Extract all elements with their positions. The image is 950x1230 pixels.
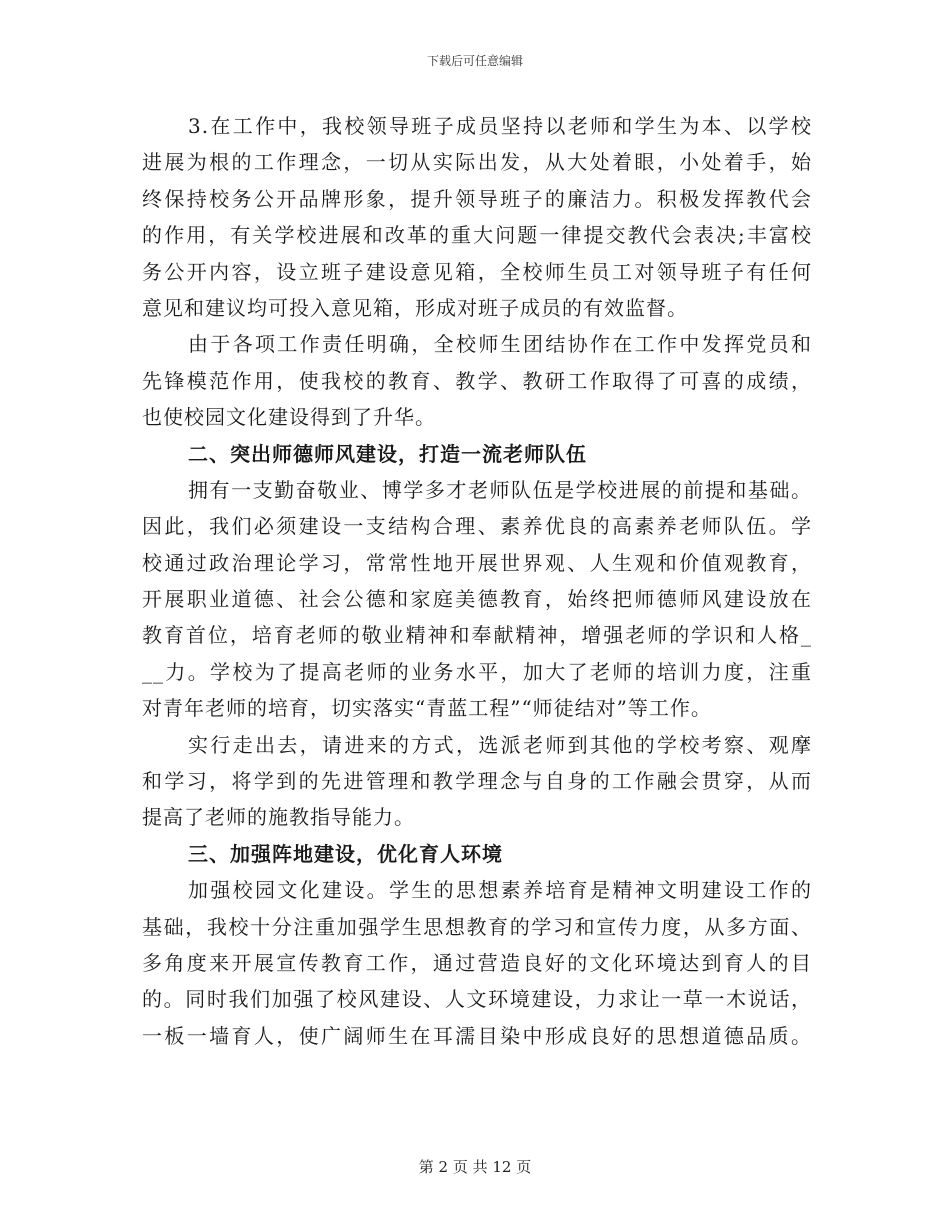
text-line: 因此，我们必须建设一支结构合理、素养优良的高素养老师队伍。学 xyxy=(142,514,812,539)
text-line: 一板一墙育人，使广阔师生在耳濡目染中形成良好的思想道德品质。 xyxy=(142,1023,812,1048)
section-heading: 三、加强阵地建设，优化育人环境 xyxy=(188,841,503,866)
text-line: 终保持校务公开品牌形象，提升领导班子的廉洁力。积极发挥教代会 xyxy=(142,186,812,211)
text-line: 3.在工作中，我校领导班子成员坚持以老师和学生为本、以学校 xyxy=(188,114,812,138)
text-line: 开展职业道德、社会公德和家庭美德教育，始终把师德师风建设放在 xyxy=(142,587,812,612)
page-number: 第 2 页 共 12 页 xyxy=(418,1158,532,1176)
text-line: 实行走出去，请进来的方式，选派老师到其他的学校考察、观摩 xyxy=(188,732,812,757)
text-line: 意见和建议均可投入意见箱，形成对班子成员的有效监督。 xyxy=(142,295,688,320)
text-line: 进展为根的工作理念，一切从实际出发，从大处着眼，小处着手，始 xyxy=(142,150,812,175)
text-line: 校通过政治理论学习，常常性地开展世界观、人生观和价值观教育， xyxy=(142,550,812,575)
text-line: 由于各项工作责任明确，全校师生团结协作在工作中发挥党员和 xyxy=(188,332,812,357)
text-line: 的作用，有关学校进展和改革的重大问题一律提交教代会表决;丰富校 xyxy=(142,223,812,248)
text-line: 多角度来开展宣传教育工作，通过营造良好的文化环境达到育人的目 xyxy=(142,950,812,975)
text-line: 务公开内容，设立班子建设意见箱，全校师生员工对领导班子有任何 xyxy=(142,259,812,284)
text-line: 加强校园文化建设。学生的思想素养培育是精神文明建设工作的 xyxy=(188,878,812,903)
text-line: 也使校园文化建设得到了升华。 xyxy=(142,405,436,430)
section-heading: 二、突出师德师风建设，打造一流老师队伍 xyxy=(188,441,587,466)
text-line: 先锋模范作用，使我校的教育、教学、教研工作取得了可喜的成绩， xyxy=(142,368,812,393)
document-body xyxy=(142,108,812,1054)
text-line: 对青年老师的培育，切实落实“青蓝工程”“师徒结对”等工作。 xyxy=(142,696,712,721)
text-line: 的。同时我们加强了校风建设、人文环境建设，力求让一草一木说话， xyxy=(142,987,812,1012)
text-line: 提高了老师的施教指导能力。 xyxy=(142,805,415,830)
text-line: 基础，我校十分注重加强学生思想教育的学习和宣传力度，从多方面、 xyxy=(142,914,812,939)
page-header: 下载后可任意编辑 xyxy=(426,54,523,68)
text-line: __力。学校为了提高老师的业务水平，加大了老师的培训力度，注重 xyxy=(142,659,812,684)
text-line: 教育首位，培育老师的敬业精神和奉献精神，增强老师的学识和人格_ xyxy=(142,623,812,648)
text-line: 拥有一支勤奋敬业、博学多才老师队伍是学校进展的前提和基础。 xyxy=(188,477,812,502)
text-line: 和学习，将学到的先进管理和教学理念与自身的工作融会贯穿，从而 xyxy=(142,769,812,794)
